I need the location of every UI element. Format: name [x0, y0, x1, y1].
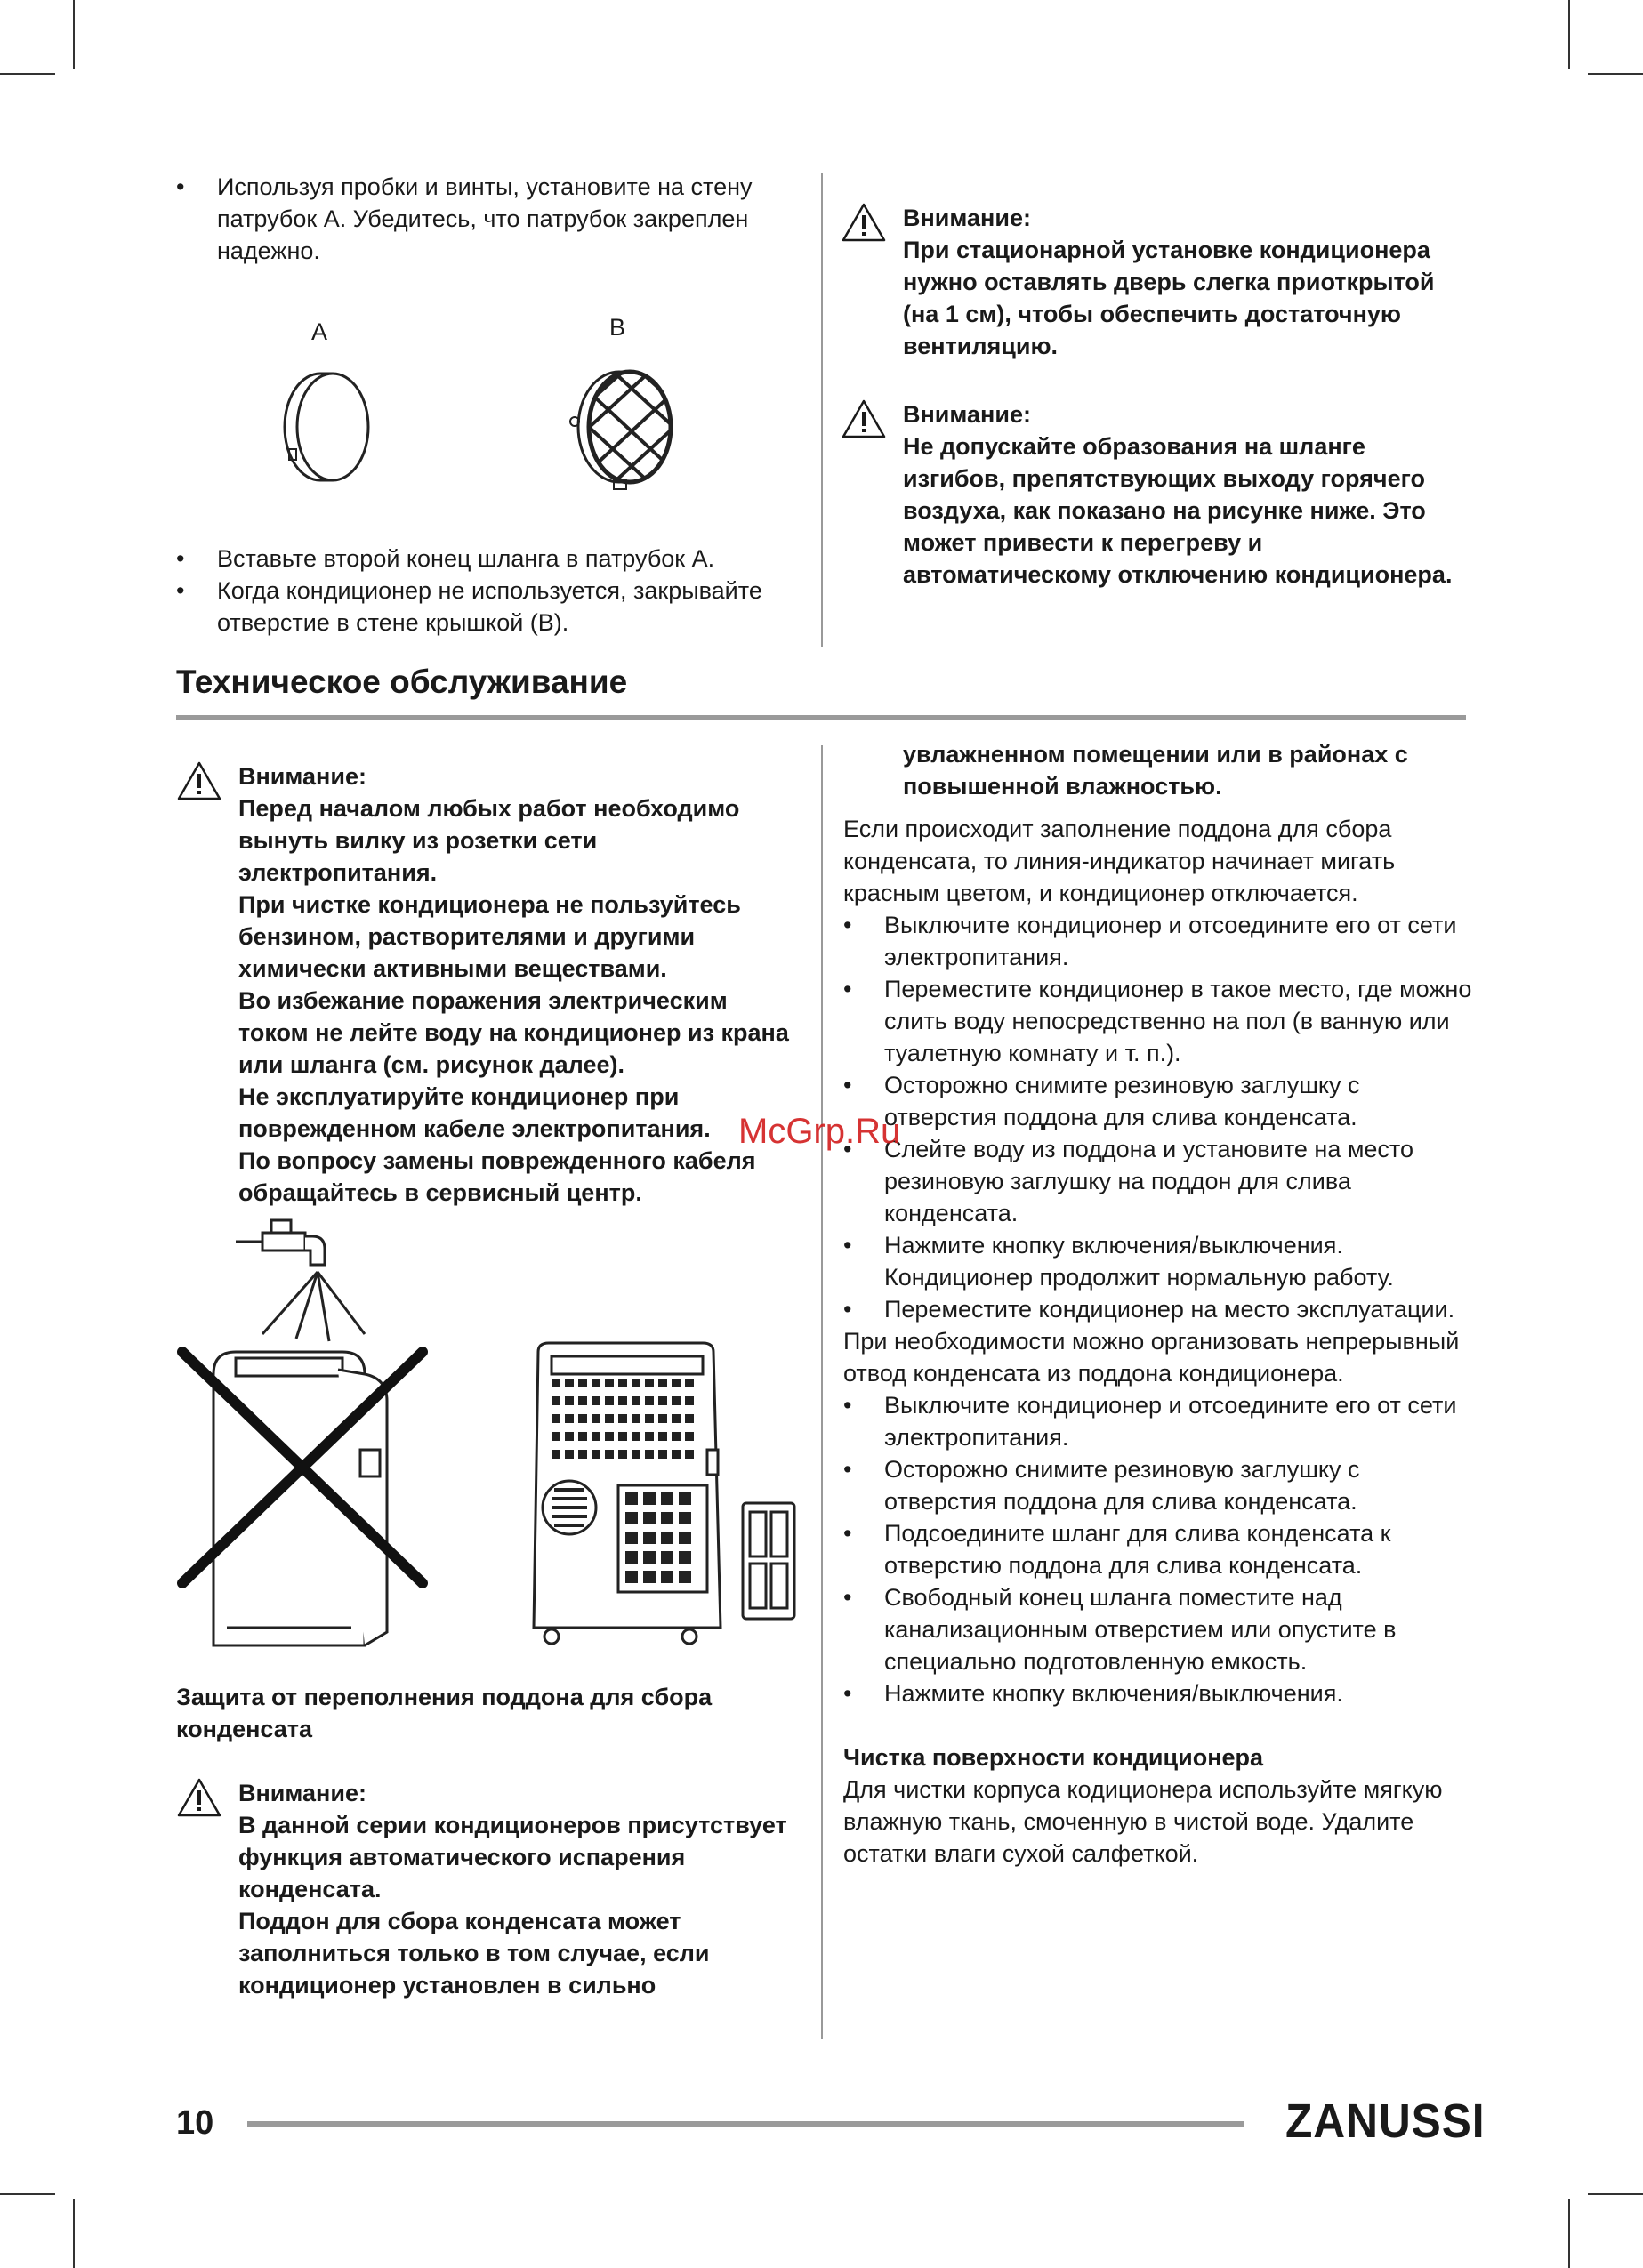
- list-item: • Выключите кондиционер и отсоедините его от сети электропитания.: [843, 909, 1477, 973]
- paragraph: Если происходит заполнение поддона для сбора конденсата, то линия-индикатор начинает мигать красным цветом, и кондиционер отключается.: [843, 816, 1396, 906]
- section-rule: [176, 715, 1466, 720]
- list-item: • Слейте воду из поддона и установите на место резиновую заглушку на поддон для слива конденсата.: [843, 1133, 1477, 1229]
- crop-mark: [1568, 0, 1570, 69]
- list-item: • Подсоедините шланг для слива конденсата к отверстию поддона для слива конденсата.: [843, 1517, 1477, 1581]
- warning-line: По вопросу замены поврежденного кабеля обращайтесь в сервисный центр.: [238, 1147, 756, 1206]
- paragraph: Для чистки корпуса кодиционера используйте мягкую влажную ткань, смоченную в чистой воде. Удалите остатки влаги сухой салфеткой.: [843, 1776, 1443, 1867]
- warning-block: [841, 398, 1472, 591]
- footer-rule: [247, 2121, 1244, 2127]
- page-number: 10: [176, 2104, 214, 2142]
- warning-continuation: увлажненном помещении или в районах с повышенной влажностью.: [903, 741, 1408, 800]
- warning-text: При стационарной установке кондиционера нужно оставлять дверь слегка приоткрытой (на 1 см), чтобы обеспечить достаточную вентиляцию.: [903, 237, 1435, 359]
- label-a: A: [311, 318, 328, 345]
- watermark: McGrp.Ru: [738, 1112, 901, 1151]
- warning-line: В данной серии кондиционеров присутствует функция автоматического испарения конденсата.: [238, 1812, 787, 1902]
- filter-illustration: [743, 1503, 794, 1619]
- warning-icon: [841, 202, 887, 243]
- list-item: • Вставьте второй конец шланга в патрубок А.: [176, 543, 781, 575]
- ac-unit-left: [213, 1352, 387, 1645]
- cap-b-grille-illustration: [560, 356, 685, 503]
- ac-unit-right: [534, 1343, 721, 1644]
- brand-logo: ZANUSSI: [1285, 2095, 1486, 2148]
- subheading: Защита от переполнения поддона для сбора конденсата: [176, 1684, 713, 1742]
- bullet-list: [843, 909, 1477, 1325]
- warning-line: Во избежание поражения электрическим током не лейте воду на кондиционер из крана или шланга (см. рисунок далее).: [238, 987, 789, 1078]
- warning-block: [841, 202, 1472, 362]
- warning-title: Внимание:: [238, 763, 366, 790]
- crop-mark: [73, 0, 75, 69]
- list-item: • Переместите кондиционер на место эксплуатации.: [843, 1293, 1477, 1325]
- warning-line: При чистке кондиционера не пользуйтесь бензином, растворителями и другими химически активными веществами.: [238, 891, 741, 982]
- crop-mark: [1568, 2199, 1570, 2268]
- top-left-bullets-2: [176, 543, 781, 639]
- warning-line: Перед началом любых работ необходимо вынуть вилку из розетки сети электропитания.: [238, 795, 740, 886]
- paragraph: При необходимости можно организовать непрерывный отвод конденсата из поддона кондиционера.: [843, 1328, 1460, 1387]
- warning-line: Поддон для сбора конденсата может заполниться только в том случае, если кондиционер установлен в сильно: [238, 1908, 710, 1999]
- list-item: • Свободный конец шланга поместите над канализационным отверстием или опустите в специально подготовленную емкость.: [843, 1581, 1477, 1677]
- warning-line: Не эксплуатируйте кондиционер при поврежденном кабеле электропитания.: [238, 1083, 711, 1142]
- list-item: • Переместите кондиционер в такое место, где можно слить воду непосредственно на пол (в ванную или туалетную комнату и т. п.).: [843, 973, 1477, 1069]
- top-left-bullets: [176, 171, 781, 267]
- crop-mark: [1588, 2193, 1643, 2195]
- warning-text: Не допускайте образования на шланге изгибов, препятствующих выходу горячего воздуха, как показано на рисунке ниже. Это может привести к перегреву и автоматическому отключению кондиционера.: [903, 433, 1453, 588]
- warning-block: [176, 760, 799, 1209]
- list-item: • Нажмите кнопку включения/выключения.: [843, 1677, 1477, 1709]
- cap-a-illustration: [267, 356, 383, 498]
- column-divider: [821, 745, 823, 2039]
- section-title: Техническое обслуживание: [176, 664, 628, 700]
- list-item: • Когда кондиционер не используется, закрывайте отверстие в стене крышкой (В).: [176, 575, 781, 639]
- warning-icon: [176, 1777, 222, 1818]
- crop-mark: [1588, 73, 1643, 75]
- cleaning-heading: Чистка поверхности кондиционера: [843, 1744, 1264, 1771]
- warning-title: Внимание:: [903, 205, 1031, 231]
- caps-figure: [267, 307, 694, 511]
- crop-mark: [0, 73, 55, 75]
- column-divider: [821, 173, 823, 647]
- right-column-text: [843, 813, 1477, 1870]
- warning-icon: [176, 760, 222, 801]
- bullet-list: [843, 1389, 1477, 1709]
- list-item: • Осторожно снимите резиновую заглушку с отверстия поддона для слива конденсата.: [843, 1069, 1477, 1133]
- label-b: B: [609, 314, 626, 341]
- crop-mark: [73, 2199, 75, 2268]
- list-item: • Выключите кондиционер и отсоедините его от сети электропитания.: [843, 1389, 1477, 1453]
- no-water-illustration: [173, 1210, 805, 1654]
- warning-block: [176, 1777, 799, 2001]
- list-item: • Нажмите кнопку включения/выключения. Кондиционер продолжит нормальную работу.: [843, 1229, 1477, 1293]
- warning-icon: [841, 398, 887, 439]
- warning-title: Внимание:: [238, 1780, 366, 1806]
- list-item: • Используя пробки и винты, установите на стену патрубок А. Убедитесь, что патрубок закреплен надежно.: [176, 171, 781, 267]
- crop-mark: [0, 2193, 55, 2195]
- warning-title: Внимание:: [903, 401, 1031, 428]
- list-item: • Осторожно снимите резиновую заглушку с отверстия поддона для слива конденсата.: [843, 1453, 1477, 1517]
- faucet-icon: [236, 1220, 365, 1341]
